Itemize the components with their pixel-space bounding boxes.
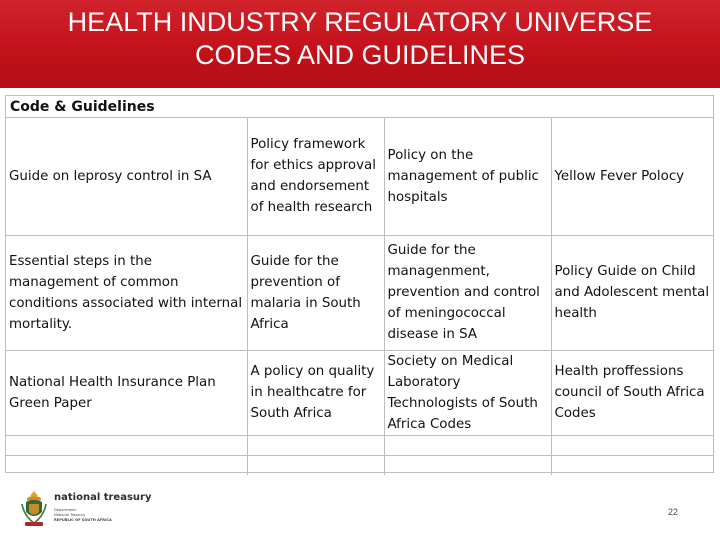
- table-cell: Guide for the prevention of malaria in South Africa: [247, 235, 384, 350]
- table-cell: Society on Medical Laboratory Technologists of South Africa Codes: [384, 350, 551, 435]
- table-cell: Guide for the managenment, prevention and control of meningococcal disease in SA: [384, 235, 551, 350]
- table-cell-empty: [247, 455, 384, 475]
- title-line-2: CODES AND GUIDELINES: [194, 40, 526, 70]
- codes-guidelines-table: [5, 95, 714, 473]
- table-cell: Policy framework for ethics approval and endorsement of health research: [247, 118, 384, 235]
- table-row-empty: [6, 455, 713, 475]
- table-cell-empty: [551, 455, 713, 475]
- table-cell: Essential steps in the management of common conditions associated with internal mortality.: [6, 235, 247, 350]
- table-cell-empty: [551, 435, 713, 455]
- table-cell: Policy Guide on Child and Adolescent mental health: [551, 235, 713, 350]
- table-cell-empty: [6, 455, 247, 475]
- coat-of-arms-icon: [20, 490, 48, 528]
- table-cell: Health proffessions council of South Africa Codes: [551, 350, 713, 435]
- logo-line-3: REPUBLIC OF SOUTH AFRICA: [54, 518, 112, 522]
- table-cell: National Health Insurance Plan Green Paper: [6, 350, 247, 435]
- table-cell-empty: [6, 435, 247, 455]
- table-row-empty: [6, 435, 713, 455]
- table-cell-empty: [384, 455, 551, 475]
- national-treasury-logo: [20, 490, 160, 530]
- slide-title: [0, 0, 720, 88]
- table-cell: Guide on leprosy control in SA: [6, 118, 247, 235]
- codes-grid: [6, 118, 713, 475]
- table-cell: Yellow Fever Polocy: [551, 118, 713, 235]
- table-row: [6, 235, 713, 350]
- title-line-1: HEALTH INDUSTRY REGULATORY UNIVERSE: [67, 7, 653, 37]
- table-row: [6, 118, 713, 235]
- page-number: 22: [668, 507, 679, 517]
- table-row: [6, 350, 713, 435]
- table-header: Code & Guidelines: [6, 96, 713, 118]
- logo-line-2: National Treasury: [54, 513, 86, 517]
- logo-name: national treasury: [54, 492, 152, 503]
- logo-line-1: Department:: [54, 508, 77, 512]
- table-cell-empty: [247, 435, 384, 455]
- table-cell-empty: [384, 435, 551, 455]
- table-cell: A policy on quality in healthcatre for South Africa: [247, 350, 384, 435]
- table-cell: Policy on the management of public hospitals: [384, 118, 551, 235]
